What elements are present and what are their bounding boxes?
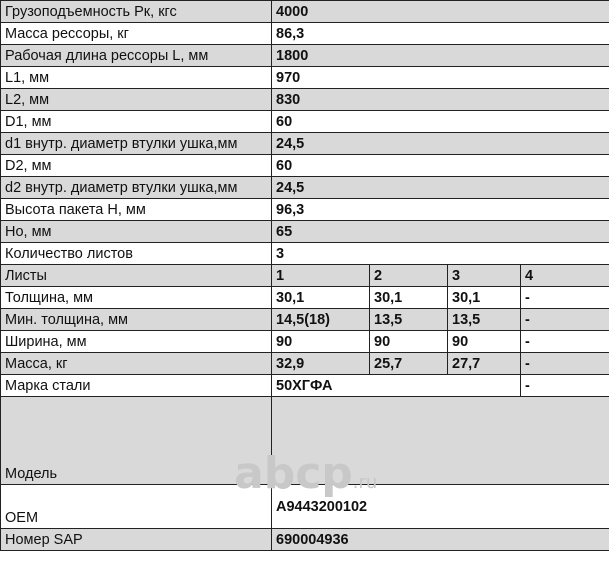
leaf-value: 30,1 [448,287,521,309]
row-label: Мин. толщина, мм [1,309,272,331]
row-value: 1800 [272,45,609,67]
row-label: Номер SAP [1,529,272,551]
sap-value: 690004936 [272,529,609,551]
row-label: OEM [1,485,272,529]
row-label: Ширина, мм [1,331,272,353]
row-value: 24,5 [272,133,609,155]
row-label: L1, мм [1,67,272,89]
row-label: L2, мм [1,89,272,111]
row-value: 830 [272,89,609,111]
leaf-value: 30,1 [370,287,448,309]
leaf-value: 90 [448,331,521,353]
row-value: 3 [272,243,609,265]
table-row [1,111,609,133]
row-value: 60 [272,155,609,177]
row-label: Количество листов [1,243,272,265]
table-row [1,45,609,67]
leaf-value: 25,7 [370,353,448,375]
leaf-value: 90 [370,331,448,353]
leaf-value: - [521,309,609,331]
table-row [1,133,609,155]
sap-row [1,529,609,551]
table-row [1,177,609,199]
table-row [1,287,609,309]
leaf-value: 27,7 [448,353,521,375]
table-row [1,243,609,265]
row-value: 65 [272,221,609,243]
leaves-label: Листы [1,265,272,287]
row-label: d2 внутр. диаметр втулки ушка,мм [1,177,272,199]
leaf-value: - [521,331,609,353]
row-label: Модель [1,397,272,485]
row-label: Высота пакета Н, мм [1,199,272,221]
row-label: Но, мм [1,221,272,243]
table-row [1,89,609,111]
leaf-value: 13,5 [370,309,448,331]
watermark-main: abcp [234,448,353,499]
steel-extra: - [521,375,609,397]
table-row [1,331,609,353]
row-value: 96,3 [272,199,609,221]
leaf-col-header: 4 [521,265,609,287]
leaf-value: 30,1 [272,287,370,309]
table-row [1,199,609,221]
row-label: D1, мм [1,111,272,133]
row-label: Грузоподъемность Рк, кгс [1,1,272,23]
table-row [1,309,609,331]
row-label: D2, мм [1,155,272,177]
table-row [1,221,609,243]
table-row [1,1,609,23]
leaf-value: - [521,287,609,309]
table-row [1,23,609,45]
row-label: Масса, кг [1,353,272,375]
row-value: 60 [272,111,609,133]
row-label: d1 внутр. диаметр втулки ушка,мм [1,133,272,155]
table-row [1,155,609,177]
oem-value: A9443200102 [272,485,609,529]
row-value: 24,5 [272,177,609,199]
row-value: 86,3 [272,23,609,45]
leaf-col-header: 3 [448,265,521,287]
leaf-value: 14,5(18) [272,309,370,331]
table-row [1,67,609,89]
row-value: 970 [272,67,609,89]
table-row [1,353,609,375]
leaf-value: 32,9 [272,353,370,375]
steel-row [1,375,609,397]
row-label: Марка стали [1,375,272,397]
row-value: 4000 [272,1,609,23]
row-label: Масса рессоры, кг [1,23,272,45]
leaf-col-header: 1 [272,265,370,287]
watermark-logo [234,448,377,499]
steel-value: 50ХГФА [272,375,521,397]
leaf-col-header: 2 [370,265,448,287]
row-label: Толщина, мм [1,287,272,309]
leaf-value: 90 [272,331,370,353]
leaf-value: 13,5 [448,309,521,331]
watermark-suffix: .ru [352,472,378,493]
row-label: Рабочая длина рессоры L, мм [1,45,272,67]
leaf-value: - [521,353,609,375]
leaves-header-row [1,265,609,287]
